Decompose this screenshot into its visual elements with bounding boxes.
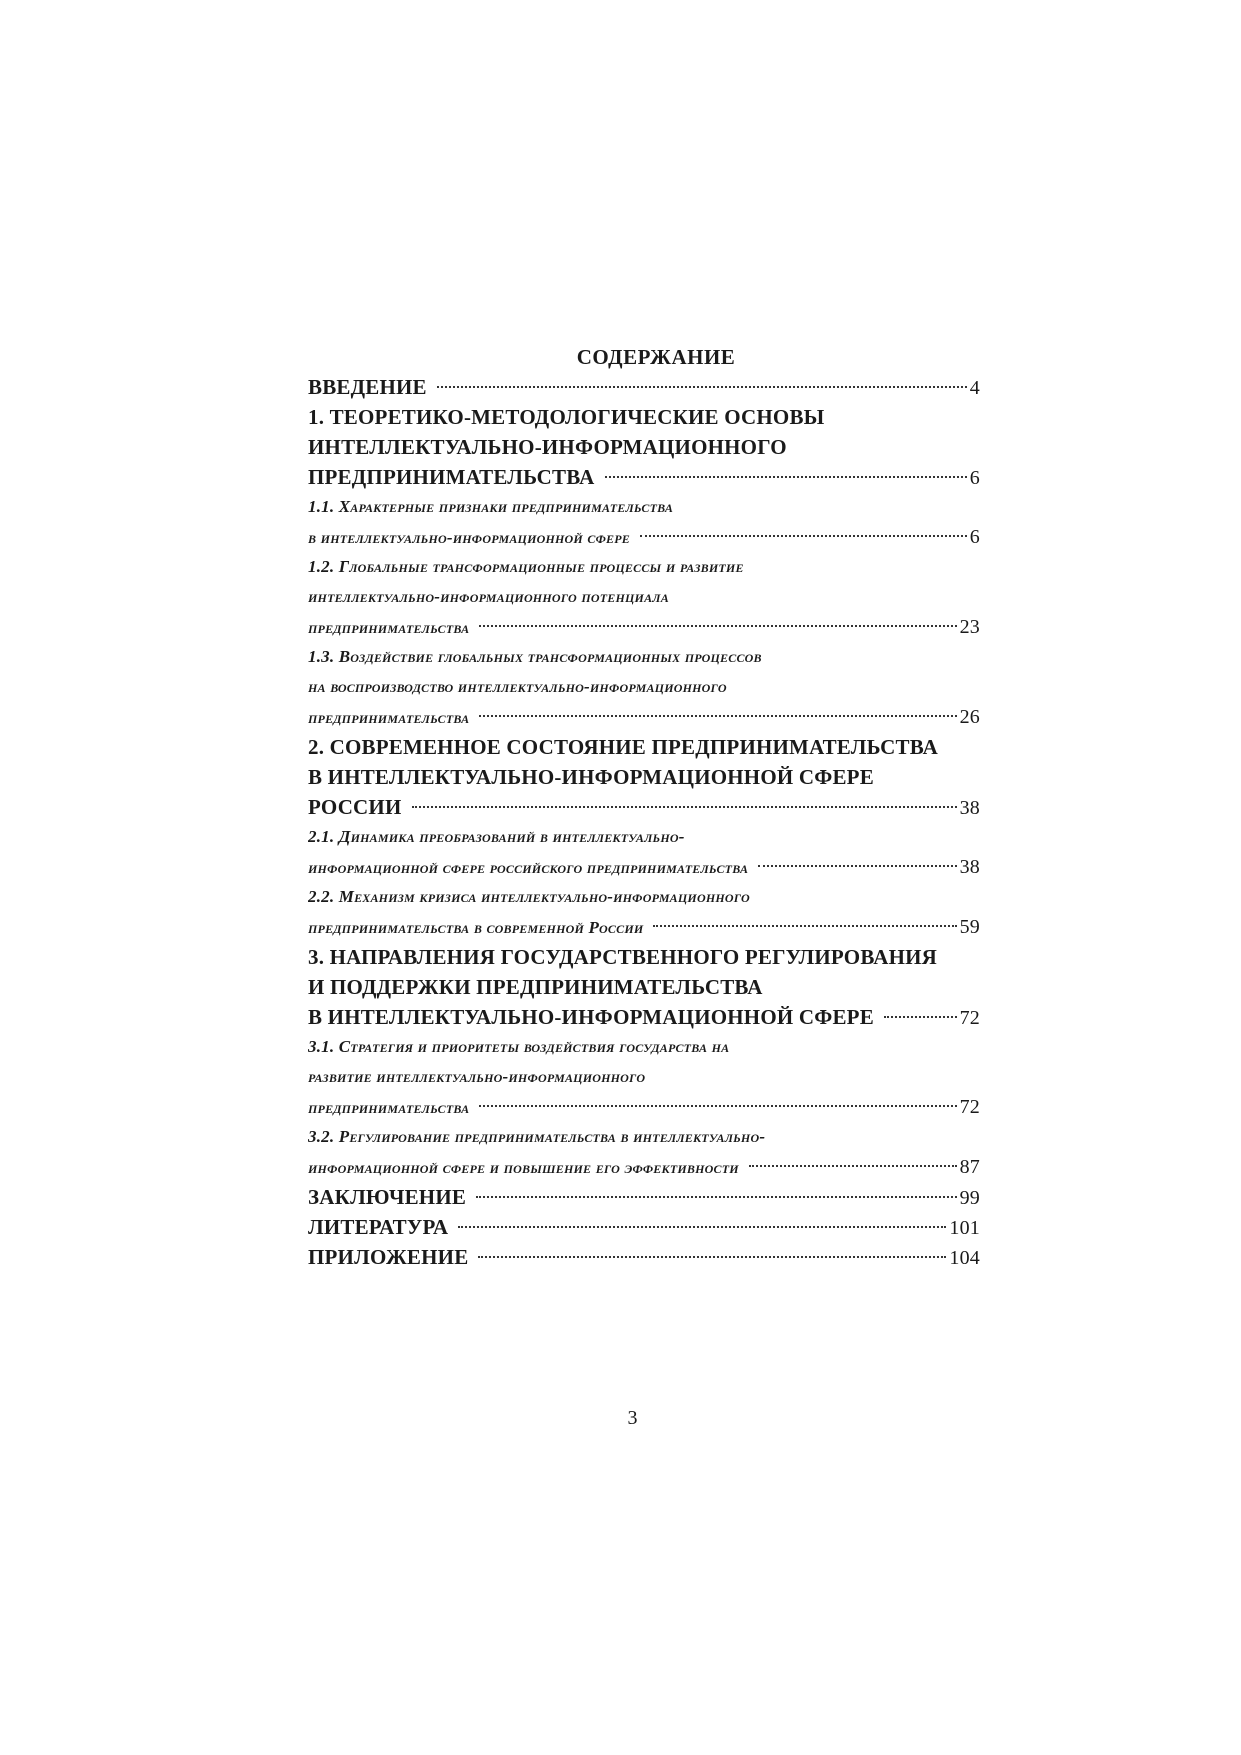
toc-entry-text: на воспроизводство интеллектуально-информационного: [308, 677, 727, 696]
toc-page-number: 87: [959, 1156, 980, 1178]
toc-dot-leader: [640, 535, 967, 537]
toc-entry-continuation: [308, 1032, 980, 1062]
toc-page-number: 6: [969, 467, 980, 489]
toc-page-number: 72: [959, 1096, 980, 1118]
toc-entry-text: 3.2. Регулирование предпринимательства в интеллектуально-: [308, 1127, 766, 1146]
toc-page-number: 26: [959, 706, 980, 728]
toc-entry-continuation: [308, 402, 980, 432]
toc-page-number: 6: [969, 526, 980, 548]
toc-entry-text: 2.1. Динамика преобразований в интеллектуально-: [308, 827, 685, 846]
toc-entry-continuation: [308, 642, 980, 672]
toc-entry: [308, 1092, 980, 1122]
toc-dot-leader: [478, 1256, 946, 1258]
toc-page-number: 38: [959, 856, 980, 878]
toc-entry: [308, 912, 980, 942]
toc-entry-continuation: [308, 492, 980, 522]
toc-entry: [308, 372, 980, 402]
toc-page-number: 101: [949, 1217, 980, 1239]
toc-list: [308, 372, 980, 1272]
toc-entry: [308, 522, 980, 552]
toc-entry-text: 2. СОВРЕМЕННОЕ СОСТОЯНИЕ ПРЕДПРИНИМАТЕЛЬСТВА: [308, 735, 938, 759]
toc-entry-text: ЗАКЛЮЧЕНИЕ: [308, 1185, 467, 1209]
toc-page-number: 104: [949, 1247, 980, 1269]
toc-entry-text: ЛИТЕРАТУРА: [308, 1215, 449, 1239]
toc-dot-leader: [412, 806, 957, 808]
toc-entry-continuation: [308, 582, 980, 612]
toc-entry-text: 2.2. Механизм кризиса интеллектуально-информационного: [308, 887, 750, 906]
toc-page-number: 72: [959, 1007, 980, 1029]
toc-page-number: 23: [959, 616, 980, 638]
toc-dot-leader: [476, 1196, 957, 1198]
toc-entry-text: развитие интеллектуально-информационного: [308, 1067, 646, 1086]
toc-entry-continuation: [308, 942, 980, 972]
toc-dot-leader: [458, 1226, 946, 1228]
toc-entry-text: информационной сфере и повышение его эффективности: [308, 1158, 739, 1177]
toc-entry-text: 3.1. Стратегия и приоритеты воздействия государства на: [308, 1037, 730, 1056]
toc-dot-leader: [653, 925, 956, 927]
toc-entry-text: И ПОДДЕРЖКИ ПРЕДПРИНИМАТЕЛЬСТВА: [308, 975, 763, 999]
toc-entry-continuation: [308, 432, 980, 462]
toc-entry-text: ВВЕДЕНИЕ: [308, 375, 427, 399]
toc-entry-text: ПРЕДПРИНИМАТЕЛЬСТВА: [308, 465, 595, 489]
toc-entry-text: 1.3. Воздействие глобальных трансформационных процессов: [308, 647, 762, 666]
toc-entry-text: ИНТЕЛЛЕКТУАЛЬНО-ИНФОРМАЦИОННОГО: [308, 435, 787, 459]
toc-title: СОДЕРЖАНИЕ: [576, 345, 736, 369]
toc-dot-leader: [479, 625, 956, 627]
toc-entry-continuation: [308, 732, 980, 762]
toc-entry: [308, 1152, 980, 1182]
toc-entry-text: информационной сфере российского предпринимательства: [308, 858, 749, 877]
toc-entry-continuation: [308, 672, 980, 702]
toc-entry: [308, 1002, 980, 1032]
toc-entry: [308, 1212, 980, 1242]
toc-entry-text: предпринимательства: [308, 708, 470, 727]
toc-dot-leader: [758, 865, 956, 867]
toc-entry-text: 1. ТЕОРЕТИКО-МЕТОДОЛОГИЧЕСКИЕ ОСНОВЫ: [308, 405, 825, 429]
toc-page-number: 59: [959, 916, 980, 938]
toc-entry-text: в интеллектуально-информационной сфере: [308, 528, 630, 547]
toc-entry: [308, 1242, 980, 1272]
toc-entry: [308, 462, 980, 492]
toc-entry: [308, 612, 980, 642]
toc-entry-continuation: [308, 1062, 980, 1092]
toc-dot-leader: [437, 386, 967, 388]
toc-entry: [308, 702, 980, 732]
toc-dot-leader: [605, 476, 967, 478]
toc-dot-leader: [749, 1165, 957, 1167]
toc-entry-text: 1.1. Характерные признаки предпринимательства: [308, 497, 674, 516]
page-number: 3: [627, 1407, 638, 1429]
toc-dot-leader: [884, 1016, 957, 1018]
toc-entry-text: предпринимательства: [308, 618, 470, 637]
toc-dot-leader: [479, 1105, 956, 1107]
toc-entry-text: предпринимательства: [308, 1098, 470, 1117]
toc-page-number: 38: [959, 797, 980, 819]
toc-entry-text: 3. НАПРАВЛЕНИЯ ГОСУДАРСТВЕННОГО РЕГУЛИРОВАНИЯ: [308, 945, 938, 969]
toc-entry-continuation: [308, 822, 980, 852]
toc-page-number: 4: [969, 377, 980, 399]
toc-entry-text: ПРИЛОЖЕНИЕ: [308, 1245, 469, 1269]
toc-entry-text: В ИНТЕЛЛЕКТУАЛЬНО-ИНФОРМАЦИОННОЙ СФЕРЕ: [308, 765, 874, 789]
toc-entry-text: предпринимательства в современной России: [308, 918, 644, 937]
toc-entry-continuation: [308, 882, 980, 912]
toc-page-number: 99: [959, 1187, 980, 1209]
toc-container: [308, 342, 980, 1272]
toc-entry: [308, 792, 980, 822]
toc-entry: [308, 1182, 980, 1212]
toc-entry-continuation: [308, 972, 980, 1002]
toc-entry: [308, 852, 980, 882]
toc-entry-text: 1.2. Глобальные трансформационные процессы и развитие: [308, 557, 744, 576]
toc-entry-text: РОССИИ: [308, 795, 402, 819]
toc-dot-leader: [479, 715, 956, 717]
toc-entry-continuation: [308, 552, 980, 582]
toc-entry-text: В ИНТЕЛЛЕКТУАЛЬНО-ИНФОРМАЦИОННОЙ СФЕРЕ: [308, 1005, 874, 1029]
toc-entry-continuation: [308, 1122, 980, 1152]
toc-entry-continuation: [308, 762, 980, 792]
toc-entry-text: интеллектуально-информационного потенциала: [308, 587, 669, 606]
